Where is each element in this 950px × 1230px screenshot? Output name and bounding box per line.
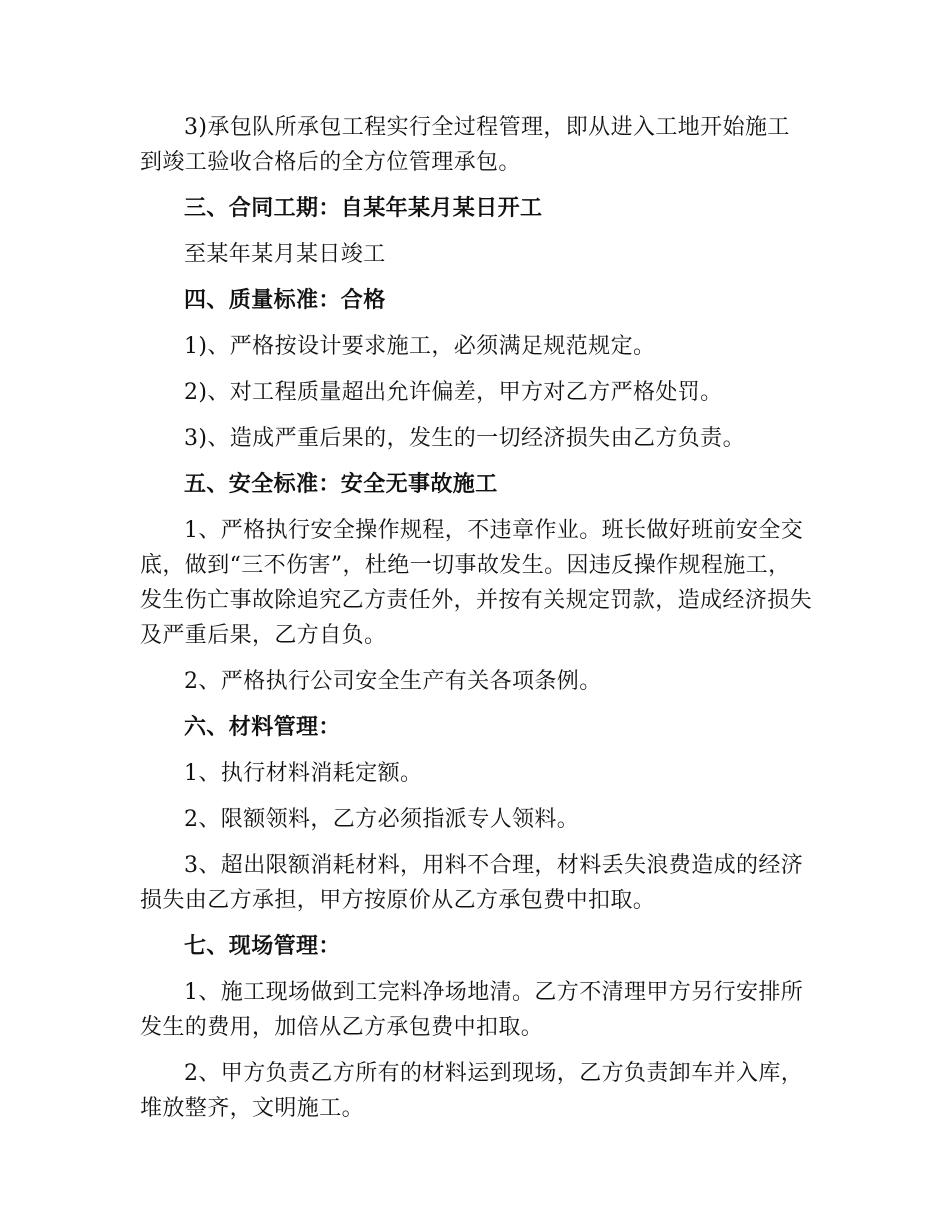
material-clause-1: 1、执行材料消耗定额。 — [184, 761, 423, 786]
heading-site-management: 七、现场管理： — [184, 933, 341, 959]
site-clause-1: 1、施工现场做到工完料净场地清。乙方不清理甲方另行安排所发生的费用，加倍从乙方承包费中扣取。 — [140, 980, 804, 1040]
material-clause-3: 3、超出限额消耗材料，用料不合理，材料丢失浪费造成的经济损失由乙方承担，甲方按原价从乙方承包费中扣取。 — [140, 853, 804, 913]
document-body — [140, 110, 812, 1137]
quality-clause-1: 1)、严格按设计要求施工，必须满足规范规定。 — [184, 334, 656, 359]
safety-clause-2: 2、严格执行公司安全生产有关各项条例。 — [184, 669, 602, 694]
material-clause-2: 2、限额领料，乙方必须指派专人领料。 — [184, 807, 580, 832]
site-clause-2: 2、甲方负责乙方所有的材料运到现场，乙方负责卸车并入库，堆放整齐，文明施工。 — [140, 1061, 804, 1121]
heading-contract-period: 三、合同工期：自某年某月某日开工 — [184, 195, 543, 221]
clause-3-scope: 3)承包队所承包工程实行全过程管理，即从进入工地开始施工到竣工验收合格后的全方位管理承包。 — [140, 115, 790, 175]
quality-clause-3: 3)、造成严重后果的，发生的一切经济损失由乙方负责。 — [184, 426, 745, 451]
heading-quality-standard: 四、质量标准：合格 — [184, 287, 386, 313]
quality-clause-2: 2)、对工程质量超出允许偏差，甲方对乙方严格处罚。 — [184, 380, 723, 405]
heading-safety-standard: 五、安全标准：安全无事故施工 — [184, 471, 498, 497]
safety-clause-1: 1、严格执行安全操作规程，不违章作业。班长做好班前安全交底，做到“三不伤害”，杜绝一切事故发生。因违反操作规程施工，发生伤亡事故除追究乙方责任外，并按有关规定罚款，造成经济损失及严重后果，乙方自负。 — [140, 518, 813, 648]
contract-period-end: 至某年某月某日竣工 — [184, 242, 386, 267]
heading-material-management: 六、材料管理： — [184, 714, 341, 740]
